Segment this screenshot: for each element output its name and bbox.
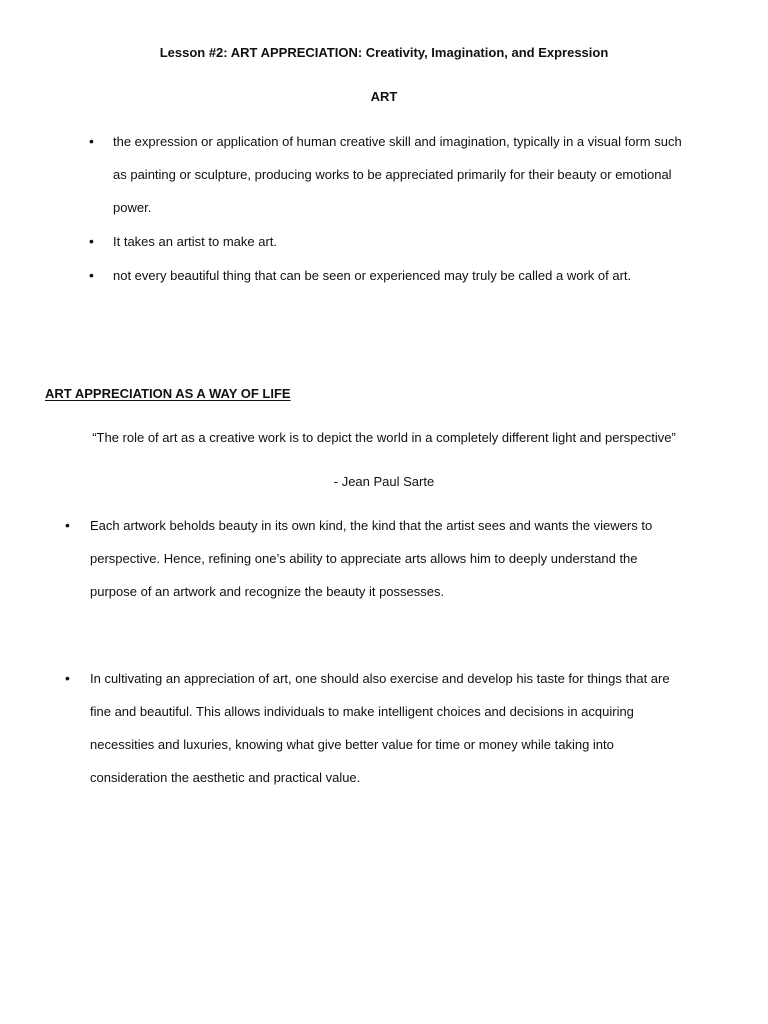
list-item [89, 125, 723, 224]
document-title: Lesson #2: ART APPRECIATION: Creativity, Imagination, and Expression [159, 45, 609, 60]
section-title-art: ART [370, 89, 398, 104]
list-item-line: necessities and luxuries, knowing what give better value for time or money while taking into [90, 737, 614, 752]
list-item-line: the expression or application of human creative skill and imagination, typically in a visual form such [113, 134, 682, 149]
list-item-line: It takes an artist to make art. [113, 234, 278, 249]
bullet-icon: • [89, 267, 94, 283]
list-item [65, 509, 720, 608]
list-item-line: power. [113, 200, 152, 215]
list-item-line: perspective. Hence, refining one’s ability to appreciate arts allows him to deeply understand the [90, 551, 638, 566]
list-item-line: In cultivating an appreciation of art, one should also exercise and develop his taste for things that are [90, 671, 670, 686]
list-item [89, 225, 723, 258]
list-item-line: consideration the aesthetic and practical value. [90, 770, 361, 785]
quote-attribution: - Jean Paul Sarte [333, 474, 435, 489]
list-item-line: Each artwork beholds beauty in its own kind, the kind that the artist sees and wants the viewers to [90, 518, 653, 533]
list-item [65, 662, 720, 794]
list-item-line: as painting or sculpture, producing works to be appreciated primarily for their beauty or emotional [113, 167, 672, 182]
bullet-icon: • [65, 670, 70, 686]
list-item-line: fine and beautiful. This allows individuals to make intelligent choices and decisions in acquiring [90, 704, 634, 719]
section-heading-way-of-life: ART APPRECIATION AS A WAY OF LIFE [45, 386, 291, 401]
bullet-icon: • [89, 233, 94, 249]
way-of-life-list-1 [65, 509, 720, 608]
art-definition-list [89, 125, 723, 292]
list-item [89, 259, 723, 292]
list-item-line: purpose of an artwork and recognize the beauty it possesses. [90, 584, 445, 599]
bullet-icon: • [65, 517, 70, 533]
bullet-icon: • [89, 133, 94, 149]
way-of-life-list-2 [65, 662, 720, 794]
list-item-line: not every beautiful thing that can be seen or experienced may truly be called a work of art. [113, 268, 632, 283]
quote-text: “The role of art as a creative work is to depict the world in a completely different light and perspective” [92, 430, 676, 445]
